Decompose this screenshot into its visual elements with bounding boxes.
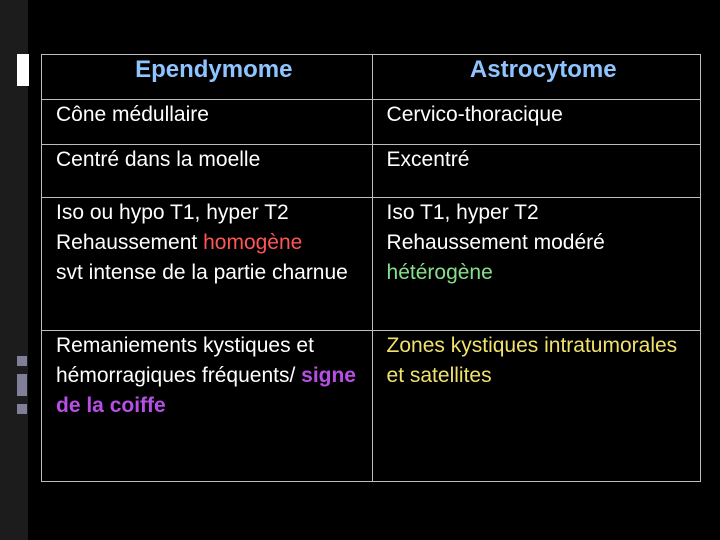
table-row-signal	[42, 198, 701, 331]
ependymome-enhancement-detail: svt intense de la partie charnue	[56, 261, 348, 284]
cell-ependymome-position	[42, 145, 373, 198]
decorative-block	[17, 54, 29, 86]
cell-ependymome-location	[42, 100, 373, 145]
header-cell-astrocytome	[372, 55, 700, 100]
cell-ependymome-cysts	[42, 331, 373, 482]
ependymome-signal-t1t2: Iso ou hypo T1, hyper T2	[56, 201, 289, 224]
ependymome-enhancement	[56, 228, 372, 258]
header-astrocytome: Astrocytome	[469, 56, 617, 83]
cell-astrocytome-location	[372, 100, 700, 145]
cell-astrocytome-position	[372, 145, 700, 198]
decorative-bar	[17, 356, 27, 366]
cell-astrocytome-cysts	[372, 331, 700, 482]
heterogene-highlight: hétérogène	[386, 261, 493, 284]
cell-ependymome-signal	[42, 198, 373, 331]
header-ependymome: Ependymome	[135, 56, 293, 83]
decorative-bar	[17, 404, 27, 414]
ependymome-cysts-text: Remaniements kystiques et hémorragiques fréquents/	[56, 334, 314, 387]
comparison-table	[41, 54, 701, 482]
astrocytome-position: Excentré	[386, 148, 470, 171]
enhancement-label: Rehaussement	[56, 231, 204, 254]
homogene-highlight: homogène	[203, 231, 303, 254]
table-header-row	[42, 55, 701, 100]
cell-astrocytome-signal	[372, 198, 700, 331]
astrocytome-cysts-text: Zones kystiques intratumorales et satellites	[386, 334, 678, 387]
coiffe-sign-highlight: signe de la coiffe	[56, 364, 356, 417]
decorative-bar	[17, 374, 27, 396]
table-row-cysts	[42, 331, 701, 482]
astrocytome-signal-t1t2: Iso T1, hyper T2	[386, 201, 539, 224]
header-cell-ependymome	[42, 55, 373, 100]
table-row-position	[42, 145, 701, 198]
astrocytome-enhancement: Rehaussement modéré	[386, 231, 605, 254]
ependymome-location: Cône médullaire	[56, 103, 209, 126]
ependymome-position: Centré dans la moelle	[56, 148, 261, 171]
table-row-location	[42, 100, 701, 145]
astrocytome-location: Cervico-thoracique	[386, 103, 563, 126]
